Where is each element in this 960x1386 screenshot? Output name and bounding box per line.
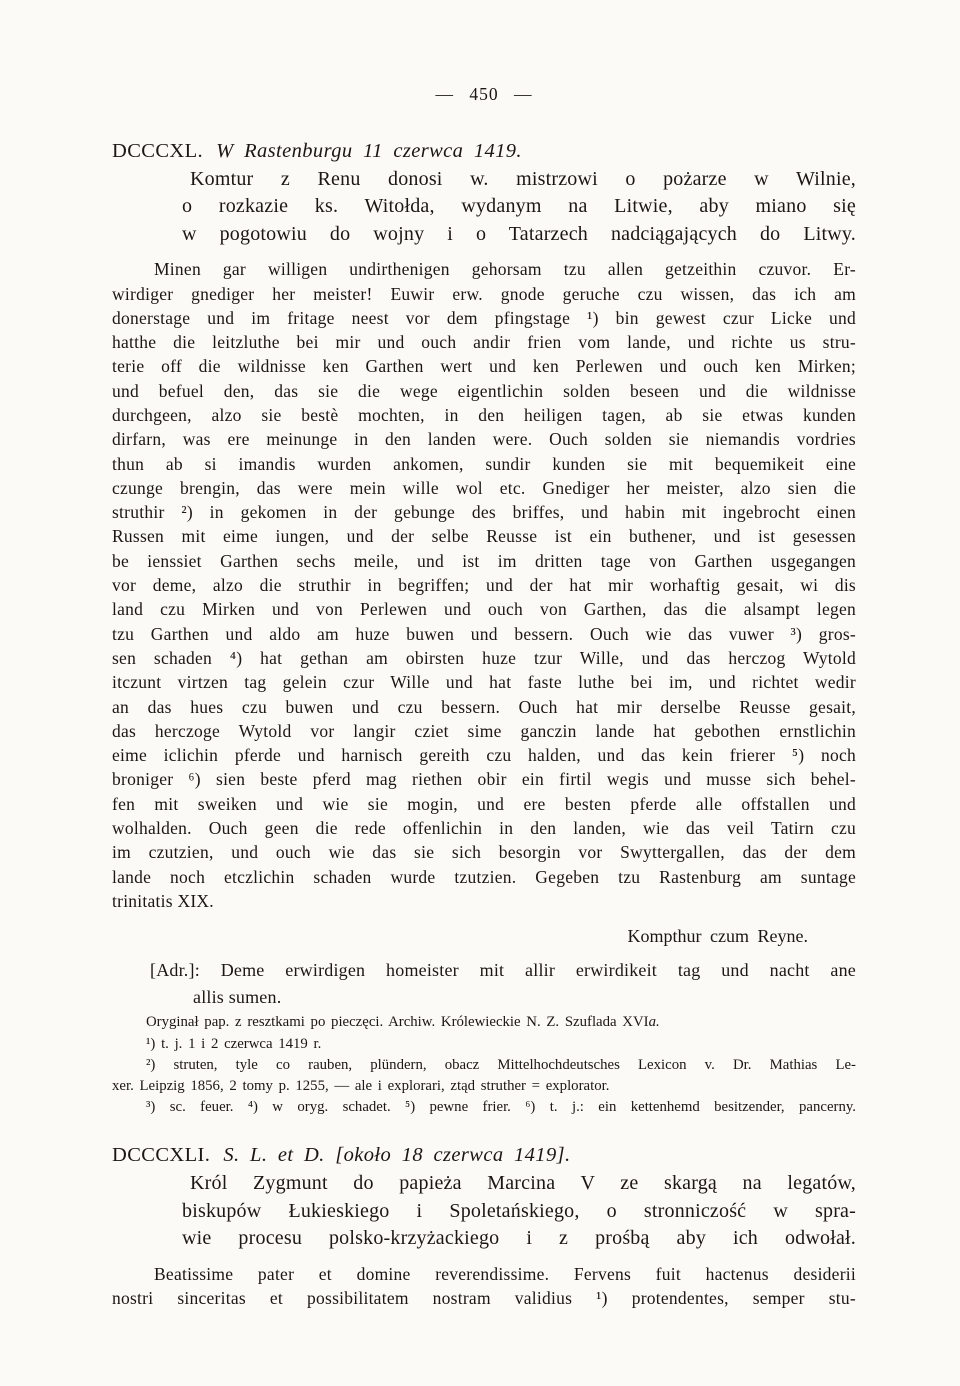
text-line: sen schaden ⁴) hat gethan am obirsten huze tzur Wille, und das herczog Wytold xyxy=(112,647,856,668)
text-line: Beatissime pater et domine reverendissime. Fervens fuit hactenus desiderii xyxy=(154,1263,856,1284)
text-line: be ienssiet Garthen sechs meile, und ist im dritten tage von Garthen usgegangen xyxy=(112,550,856,571)
doc840-dateline: W Rastenburgu 11 czerwca 1419. xyxy=(216,140,522,162)
doc840-provenance-note xyxy=(112,1012,856,1032)
text-line: tzu Garthen und aldo am huze buwen und bessern. Ouch wie das vuwer ³) gros- xyxy=(112,623,856,644)
text-line: Król Zygmunt do papieża Marcina V ze skargą na legatów, xyxy=(190,1172,856,1195)
text-line: ²) struten, tyle co rauben, plündern, obacz Mittelhochdeutsches Lexicon v. Dr. Mathias Le- xyxy=(146,1057,856,1074)
text-line: nostri sinceritas et possibilitatem nostram validius ¹) protendentes, semper stu- xyxy=(112,1287,856,1308)
text-line: [Adr.]: Deme erwirdigen homeister mit allir erwirdikeit tag und nacht ane xyxy=(150,960,856,981)
text-line: w pogotowiu do wojny i o Tatarzech nadciągających do Litwy. xyxy=(182,222,856,245)
text-line: donerstage und im fritage neest vor dem pfingstage ¹) bin gewest czur Licke und xyxy=(112,307,856,328)
text-line: Russen mit eime iungen, und der selbe Reusse ist ein buthener, und ist gesessen xyxy=(112,526,856,547)
text-line: eime iclichin pferde und harnisch gereith czu halden, und das kein frierer ⁵) noch xyxy=(112,745,856,766)
doc840-number: DCCCXL. xyxy=(112,140,204,162)
text-line: dirfarn, was ere meinunge in den landen were. Ouch solden sie niemandis vordries xyxy=(112,429,856,450)
text-line: wirdiger gnediger her meister! Euwir erw. gnode geruche czu wissen, das ich am xyxy=(112,283,856,304)
text-line: durchgeen, alzo sie bestè mochten, in den heiligen tagen, ab sie etwas kunden xyxy=(112,405,856,425)
text-line: itczunt virtzen tag gelein czur Wille und hat faste luthe bei im, und richtet wedir xyxy=(112,672,856,693)
doc841-letter-body xyxy=(112,1262,856,1311)
text-line: broniger ⁶) sien beste pferd mag riethen obir ein firtil wegis und musse sich behel- xyxy=(112,769,856,790)
doc840-letter-body xyxy=(112,257,856,913)
doc841-summary xyxy=(112,1170,856,1252)
text-line: hatthe die leitzluthe bei mir und ouch andir frien vom lande, und richte us stru- xyxy=(112,332,856,353)
text-line: vor deme, alzo die struthir in begriffen; und der hat mir worhaftig gesait, wi dis xyxy=(112,575,856,596)
text-line: o rozkazie ks. Witołda, wydanym na Litwie, aby miano się xyxy=(182,195,856,218)
text-line: an das hues czu buwen und czu bessern. Ouch hat mir derselbe Reusse gesait, xyxy=(112,696,856,717)
text-line: im czutzien, und ouch wie das sie sich besorgin vor Swyttergallen, das der dem xyxy=(112,842,856,863)
page-number: — 450 — xyxy=(435,84,533,104)
text-line: czunge brengin, das were mein wille wol etc. Gnediger her meister, alzo sien die xyxy=(112,477,856,498)
text-line: xer. Leipzig 1856, 2 tomy p. 1255, — ale i explorari, ztąd struther = explorator. xyxy=(112,1078,610,1095)
text-line: wie procesu polsko-krzyżackiego i z prośbą aby ich odwołał. xyxy=(182,1227,856,1250)
text-line: allis sumen. xyxy=(193,986,282,1007)
doc840-heading xyxy=(112,138,856,164)
text-line: biskupów Łukieskiego i Spoletańskiego, o stronniczość w spra- xyxy=(182,1199,856,1222)
text-line: fen mit sweiken und wie sie mogin, und ere besten pferde alle offstallen und xyxy=(112,793,856,814)
text-line: Komtur z Renu donosi w. mistrzowi o pożarze w Wilnie, xyxy=(190,168,856,190)
provenance-shelfmark-letter: a. xyxy=(648,1014,660,1031)
text-line: das herczoge Wytold vor langir cziet sime ganczin lande hat gebothen ernstlichin xyxy=(112,720,856,741)
doc841-number: DCCCXLI. xyxy=(112,1144,211,1167)
doc840-address xyxy=(112,957,856,1010)
text-line: land czu Mirken und von Perlewen und ouch von Garthen, das die alsampt legen xyxy=(112,599,856,620)
footnote-2 xyxy=(112,1055,856,1097)
footnote-1: ¹) t. j. 1 i 2 czerwca 1419 r. xyxy=(146,1036,322,1053)
doc841-heading xyxy=(112,1142,856,1168)
text-line: und befuel den, das sie die wege eigentlichin solden beseen und die wildnisse xyxy=(112,380,856,401)
doc840-footnotes xyxy=(112,1034,856,1118)
text-line: thun ab si imandis wurden ankomen, sundir kunden sie mit bequemikeit eine xyxy=(112,453,856,474)
text-line: trinitatis XIX. xyxy=(112,890,214,911)
doc841-dateline: S. L. et D. [około 18 czerwca 1419]. xyxy=(223,1144,571,1167)
text-line: wolhalden. Ouch geen die rede offenlichin in den landen, wie das veil Tatirn czu xyxy=(112,818,856,839)
doc840-summary xyxy=(112,166,856,248)
footnote-3-4-5-6: ³) sc. feuer. ⁴) w oryg. schadet. ⁵) pewne frier. ⁶) t. j.: ein kettenhemd besitzender, pancerny. xyxy=(146,1099,856,1116)
text-line: lande noch etczlichin schaden wurde tzutzien. Gegeben tzu Rastenburg am suntage xyxy=(112,866,856,887)
doc840-signature: Kompthur czum Reyne. xyxy=(627,926,808,947)
provenance-text: Oryginał pap. z resztkami po pieczęci. Archiw. Królewieckie N. Z. Szuflada XVI xyxy=(146,1014,649,1031)
text-line: struthir ²) in gekomen in der gebunge des briffes, und habin mit ingebrocht einen xyxy=(112,502,856,523)
text-line: terie off die wildnisse ken Garthen wert und ken Perlewen und ouch ken Mirken; xyxy=(112,356,856,377)
text-line: Minen gar willigen undirthenigen gehorsam tzu allen getzeithin czuvor. Er- xyxy=(154,259,856,280)
text-column xyxy=(112,0,856,1310)
